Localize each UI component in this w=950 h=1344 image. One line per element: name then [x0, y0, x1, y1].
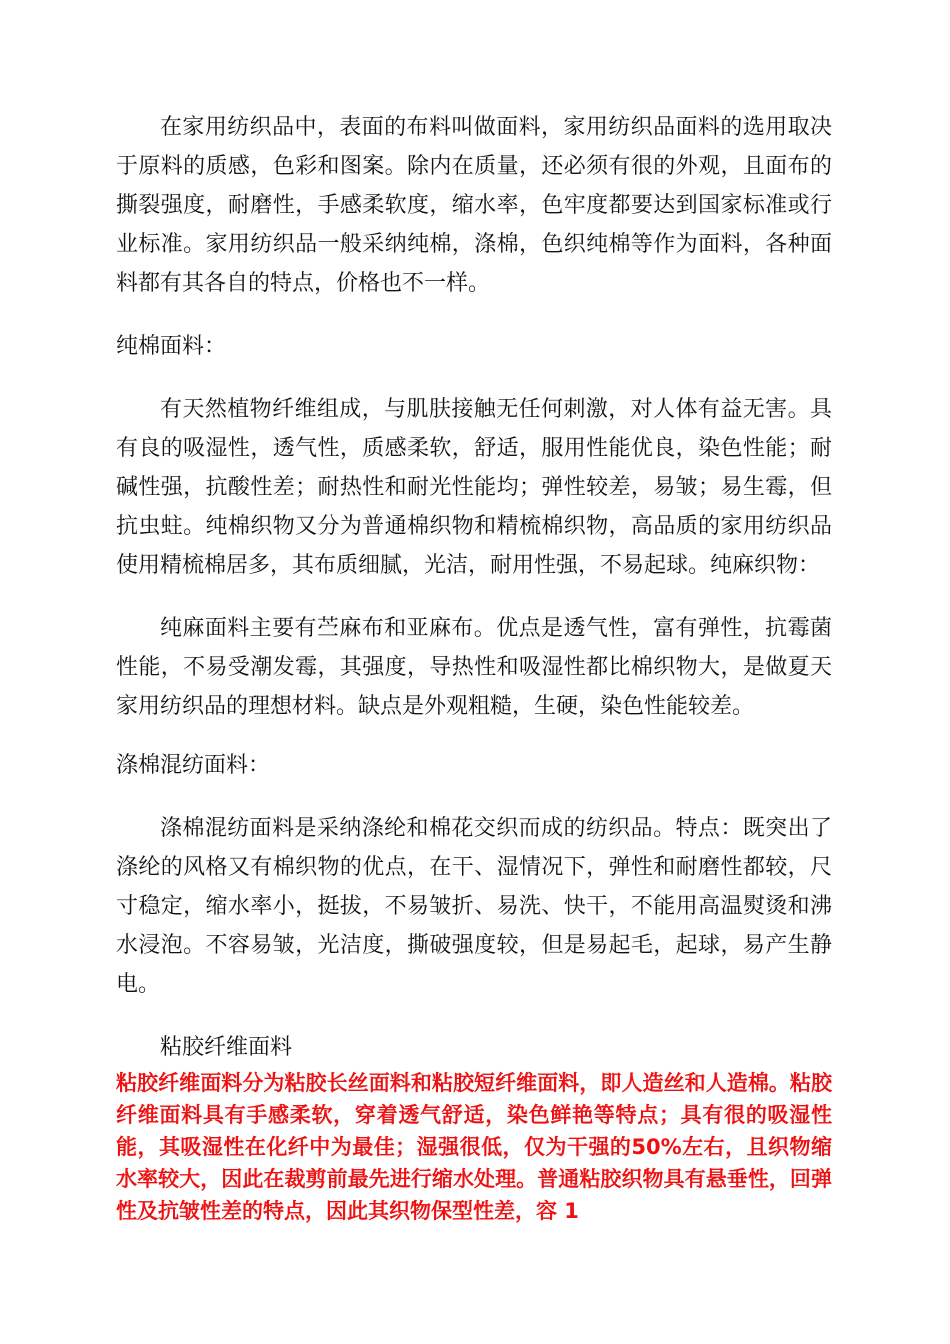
linen-paragraph: 纯麻面料主要有苎麻布和亚麻布。优点是透气性，富有弹性，抗霉菌性能，不易受潮发霉，其强度，导热性和吸湿性都比棉织物大，是做夏天家用纺织品的理想材料。缺点是外观粗糙，生硬，染色性能较差。: [116, 616, 832, 719]
polycotton-heading: 涤棉混纺面料：: [116, 753, 271, 778]
viscose-paragraph: 粘胶纤维面料分为粘胶长丝面料和粘胶短纤维面料，即人造丝和人造棉。粘胶纤维面料具有手感柔软，穿着透气舒适，染色鲜艳等特点；具有很的吸湿性能，其吸湿性在化纤中为最佳；湿强很低，仅为干强的50%左右，且织物缩水率较大，因此在裁剪前最先进行缩水处理。普通粘胶织物具有悬垂性，回弹性及抗皱性差的特点，因此其织物保型性差，容 1: [116, 1071, 832, 1223]
cotton-heading: 纯棉面料：: [116, 334, 227, 359]
polycotton-paragraph: 涤棉混纺面料是采纳涤纶和棉花交织而成的纺织品。特点：既突出了涤纶的风格又有棉织物的优点，在干、湿情况下，弹性和耐磨性都较，尺寸稳定，缩水率小，挺拔，不易皱折、易洗、快干，不能用高温熨烫和沸水浸泡。不容易皱，光洁度，撕破强度较，但是易起毛，起球，易产生静电。: [116, 816, 832, 997]
cotton-paragraph: 有天然植物纤维组成，与肌肤接触无任何刺激，对人体有益无害。具有良的吸湿性，透气性，质感柔软，舒适，服用性能优良，染色性能；耐碱性强，抗酸性差；耐热性和耐光性能均；弹性较差，易皱；易生霉，但抗虫蛀。纯棉织物又分为普通棉织物和精梳棉织物，高品质的家用纺织品使用精梳棉居多，其布质细腻，光洁，耐用性强，不易起球。纯麻织物：: [116, 397, 832, 578]
viscose-heading: 粘胶纤维面料: [160, 1035, 293, 1060]
document-body: [116, 108, 832, 1227]
intro-paragraph: 在家用纺织品中，表面的布料叫做面料，家用纺织品面料的选用取决于原料的质感，色彩和图案。除内在质量，还必须有很的外观，且面布的撕裂强度，耐磨性，手感柔软度，缩水率，色牢度都要达到国家标准或行业标准。家用纺织品一般采纳纯棉，涤棉，色织纯棉等作为面料，各种面料都有其各自的特点，价格也不一样。: [116, 115, 832, 296]
